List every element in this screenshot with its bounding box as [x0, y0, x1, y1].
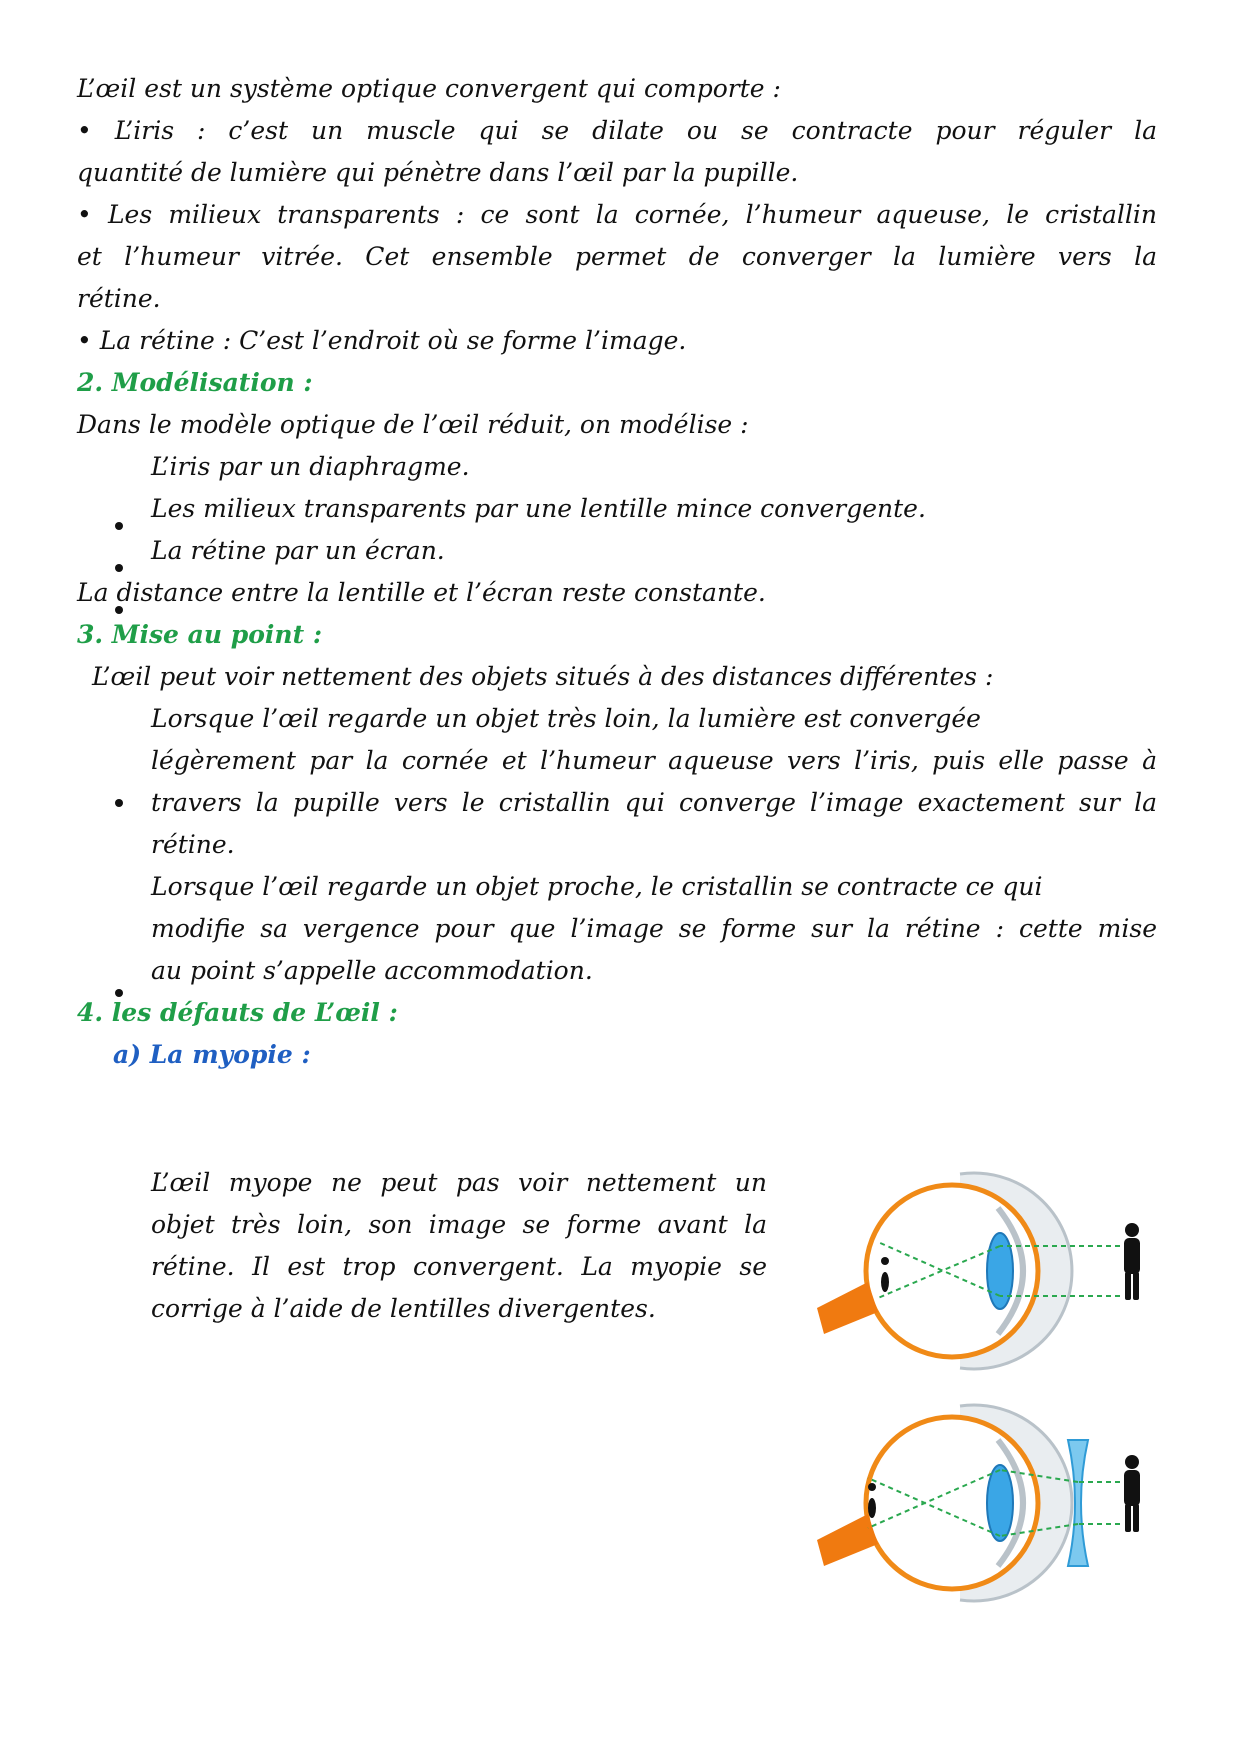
model-item-milieux: Les milieux transparents par une lentille mince convergente.: [151, 494, 926, 523]
accommodation-far-line2: légèrement par la cornée et l’humeur aqueuse vers l’iris, puis elle passe à: [151, 746, 1157, 775]
model-item-retine: La rétine par un écran.: [151, 536, 445, 565]
accommodation-far-line3: travers la pupille vers le cristallin qui converge l’image exactement sur la: [151, 788, 1157, 817]
section3-heading: 3. Mise au point :: [77, 620, 323, 649]
bullet-dot: [115, 564, 123, 572]
iris-text-line2: quantité de lumière qui pénètre dans l’œil par la pupille.: [77, 158, 799, 187]
milieux-text-line1: • Les milieux transparents : ce sont la cornée, l’humeur aqueuse, le cristallin: [77, 200, 1157, 229]
crystalline-lens-icon: [987, 1465, 1013, 1541]
person-object-icon: [1124, 1223, 1140, 1300]
accommodation-far-line1: Lorsque l’œil regarde un objet très loin, la lumière est convergée: [151, 704, 981, 733]
intro-line: L’œil est un système optique convergent qui comporte :: [77, 74, 781, 103]
bullet-dot: [115, 522, 123, 530]
myopie-text-line3: rétine. Il est trop convergent. La myopie se: [151, 1252, 767, 1281]
milieux-text-line2: et l’humeur vitrée. Cet ensemble permet de converger la lumière vers la: [77, 242, 1157, 271]
retine-text: • La rétine : C’est l’endroit où se forme l’image.: [77, 326, 687, 355]
iris-text-line1: • L’iris : c’est un muscle qui se dilate ou se contracte pour réguler la: [77, 116, 1157, 145]
crystalline-lens-icon: [987, 1233, 1013, 1309]
section2-heading: 2. Modélisation :: [77, 368, 313, 397]
myopie-text-line1: L’œil myope ne peut pas voir nettement un: [151, 1168, 767, 1197]
milieux-text-line3: rétine.: [77, 284, 161, 313]
section3-intro: L’œil peut voir nettement des objets situés à des distances différentes :: [92, 662, 994, 691]
accommodation-far-line4: rétine.: [151, 830, 235, 859]
optic-nerve-shape: [817, 1514, 878, 1566]
accommodation-near-line2: modifie sa vergence pour que l’image se forme sur la rétine : cette mise: [151, 914, 1157, 943]
myopie-subheading: a) La myopie :: [113, 1040, 311, 1069]
person-object-icon: [1124, 1455, 1140, 1532]
bullet-dot: [115, 799, 123, 807]
accommodation-near-line3: au point s’appelle accommodation.: [151, 956, 593, 985]
model-item-iris: L’iris par un diaphragme.: [151, 452, 470, 481]
myopie-text-line2: objet très loin, son image se forme avant la: [151, 1210, 767, 1239]
section2-conclusion: La distance entre la lentille et l’écran reste constante.: [77, 578, 766, 607]
optic-nerve-shape: [817, 1282, 878, 1334]
corrected-myopia-diagram: [812, 1400, 1162, 1610]
section2-intro: Dans le modèle optique de l’œil réduit, on modélise :: [77, 410, 749, 439]
myopie-text-line4: corrige à l’aide de lentilles divergentes.: [151, 1294, 656, 1323]
accommodation-near-line1: Lorsque l’œil regarde un objet proche, le cristallin se contracte ce qui: [151, 872, 1043, 901]
section4-heading: 4. les défauts de L’œil :: [77, 998, 398, 1027]
myopic-eye-diagram: [812, 1168, 1162, 1378]
